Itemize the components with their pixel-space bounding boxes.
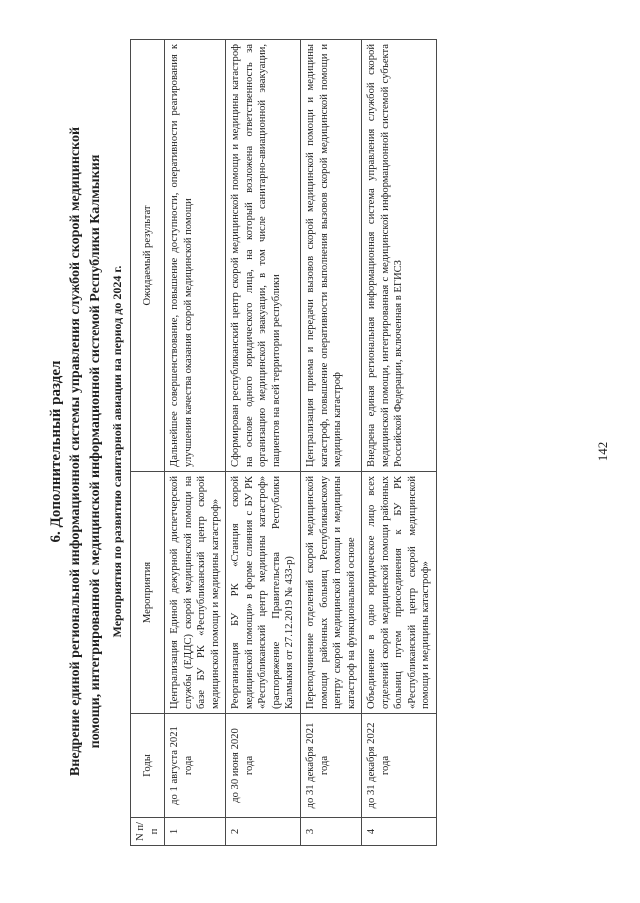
row-dates: до 30 июня 2020 года [226, 714, 301, 818]
header-dates: Годы [131, 714, 165, 818]
table-row [226, 40, 301, 846]
row-activity: Централизация Единой дежурной диспетчерской службы (ЕДДС) скорой медицинской помощи на базе БУ РК «Республиканский центр скорой медицинской помощи и медицины катастроф» [165, 472, 226, 714]
row-expected-result: Централизация приема и передачи вызовов скорой медицинской помощи и медицины катастроф, повышение оперативности выполнения вызовов скорой медицинской помощи и медицины катастроф [301, 40, 362, 472]
row-number: 2 [226, 818, 301, 846]
row-dates: до 31 декабря 2022 года [362, 714, 437, 818]
page-number: 142 [595, 441, 610, 462]
row-activity: Объединение в одно юридическое лицо всех отделений скорой медицинской помощи районных больниц путем присоединения к БУ РК «Республиканский центр скорой медицинской помощи и медицины катастроф» [362, 472, 437, 714]
row-expected-result: Внедрена единая региональная информационная система управления службой скорой медицинской помощи, интегрированная с медицинской информационной системой субъекта Российской Федерации, включенная в ЕГИСЗ [362, 40, 437, 472]
table-row [301, 40, 362, 846]
header-number: N п/п [131, 818, 165, 846]
activities-table [130, 39, 437, 846]
row-number: 4 [362, 818, 437, 846]
row-dates: до 31 декабря 2021 года [301, 714, 362, 818]
row-activity: Реорганизация БУ РК «Станция скорой медицинской помощи» в форме слияния с БУ РК «Республиканский центр медицины катастроф» (распоряжение Правительства Республики Калмыкия от 27.12.2019 № 433-р) [226, 472, 301, 714]
document-subtitle: Мероприятия по развитию санитарной авиации на период до 2024 г. [110, 265, 124, 638]
row-activity: Переподчинение отделений скорой медицинской помощи районных больниц Республиканскому центру скорой медицинской помощи и медицины катастроф на функциональной основе [301, 472, 362, 714]
header-expected-result: Ожидаемый результат [131, 40, 165, 472]
section-title: 6. Дополнительный раздел [48, 360, 64, 543]
document-title-line-2: помощи, интегрированной с медицинской информационной системой Республики Калмыкия [88, 154, 103, 749]
row-expected-result: Сформирован республиканский центр скорой медицинской помощи и медицины катастроф на основе одного юридического лица, на который возложена ответственность за организацию медицинской эвакуации, в том числе санитарно-авиационной эвакуации, пациентов на всей территории республики [226, 40, 301, 472]
table-row [165, 40, 226, 846]
row-expected-result: Дальнейшее совершенствование, повышение доступности, оперативности реагирования к улучшения качества оказания скорой медицинской помощи [165, 40, 226, 472]
document-title-line-1: Внедрение единой региональной информационной системы управления службой скорой медицинской [68, 126, 83, 777]
row-dates: до 1 августа 2021 года [165, 714, 226, 818]
row-number: 1 [165, 818, 226, 846]
header-activities: Мероприятия [131, 472, 165, 714]
table-row [362, 40, 437, 846]
row-number: 3 [301, 818, 362, 846]
table-header-row [131, 40, 165, 846]
